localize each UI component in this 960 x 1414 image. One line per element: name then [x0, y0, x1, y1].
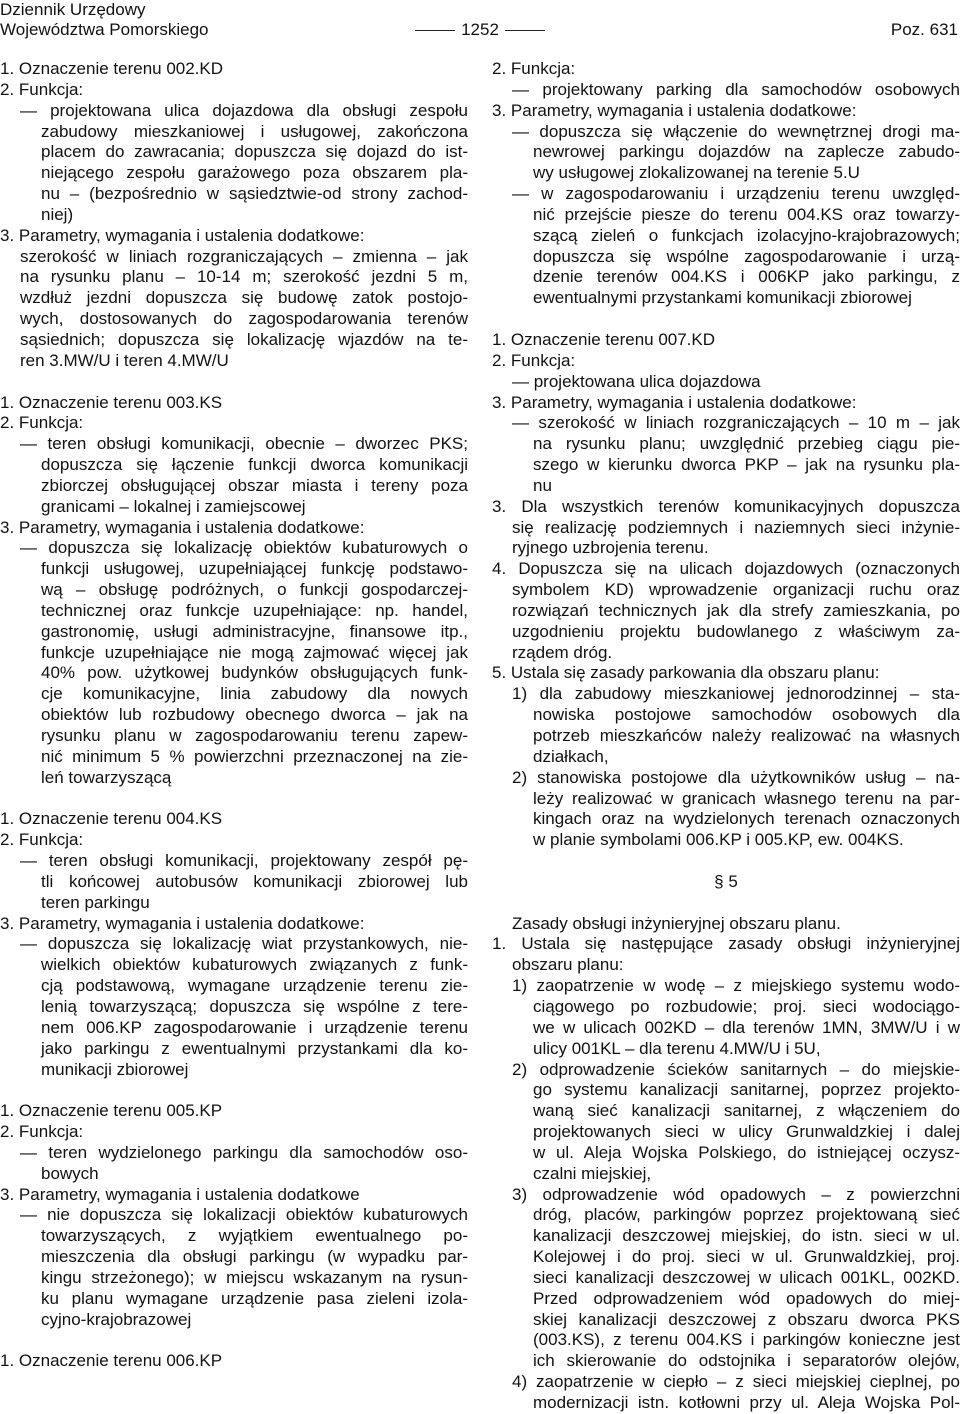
text-line: zabudowy mieszkaniowej i usługowej, zakończona: [41, 121, 468, 141]
text-line: technicznej oraz funkcje uzupełniające: np. handel,: [41, 600, 468, 620]
text-line: Przed odprowadzeniem wód opadowych do miej-: [533, 1288, 960, 1308]
text-line: — teren wydzielonego parkingu dla samochodów oso-: [20, 1142, 468, 1162]
text-line: nowiska postojowe samochodów osobowych dla: [533, 705, 960, 725]
text-line: — projektowany parking dla samochodów osobowych: [512, 79, 960, 99]
text-line: modernizacji istn. kotłowni przy ul. Aleja Wojska Pol-: [533, 1393, 960, 1412]
text-line: kingach oraz na wydzielonych terenach oznaczonych: [533, 809, 960, 829]
text-line: — dopuszcza się lokalizację obiektów kubaturowych o: [20, 538, 468, 558]
text-line: czalni miejskiej,: [533, 1163, 652, 1183]
page-number-text: 1252: [461, 20, 499, 39]
text-line: bowych: [41, 1163, 99, 1183]
page-header: [0, 0, 960, 40]
text-line: wą – obsługę podróżnych, o funkcji gospodarczej-: [41, 580, 468, 600]
text-line: — projektowana ulica dojazdowa: [512, 371, 761, 391]
section-heading: § 5: [714, 871, 738, 891]
blank-line: [492, 309, 960, 330]
text-line: wzdłuż jezdni dopuszcza się budowę zatok postojo-: [20, 288, 468, 308]
text-line: go systemu kanalizacji sanitarnej, poprzez projekto-: [533, 1080, 960, 1100]
text-line: dopuszcza się łączenie funkcji dworca komunikacji: [41, 455, 468, 475]
blank-line: [492, 893, 960, 914]
text-line: Kolejowej i do proj. sieci w ul. Grunwaldzkiej, proj.: [533, 1247, 960, 1267]
text-line: sąsiednich; dopuszcza się lokalizację wjazdów na te-: [20, 329, 468, 349]
text-line: — dopuszcza się włączenie do wewnętrznej drogi ma-: [512, 121, 960, 141]
text-line: kingu strzeżonego); w miejscu wskazanym na rysun-: [41, 1267, 468, 1287]
text-line: towarzyszących, z wyjątkiem ewentualnego po-: [41, 1226, 468, 1246]
text-line: 3. Parametry, wymagania i ustalenia dodatkowe:: [492, 392, 857, 412]
text-line: zbiorczej obsługującej obszar miasta i tereny poza: [41, 475, 468, 495]
text-line: szącą zieleń o funkcjach izolacyjno-krajobrazowych;: [533, 225, 960, 245]
blank-line: [0, 1330, 468, 1351]
blank-line: [0, 789, 468, 810]
text-line: 1. Oznaczenie terenu 005.KP: [0, 1101, 223, 1121]
text-line: działkach,: [533, 746, 609, 766]
text-line: waną sieć kanalizacji sanitarnej, z włączeniem do: [533, 1101, 960, 1121]
text-line: wielkich obiektów kubaturowych związanych z funk-: [41, 955, 468, 975]
text-line: cyjno-krajobrazowej: [41, 1309, 192, 1329]
text-line: tli końcowej autobusów komunikacji zbiorowej lub: [41, 871, 468, 891]
dash-right: [505, 30, 545, 31]
text-line: wy usługowej zlokalizowanej na terenie 5.U: [533, 163, 860, 183]
blank-line: [492, 851, 960, 872]
text-line: funkcji usługowej, uzupełniającej funkcję podstawo-: [41, 559, 468, 579]
text-line: 3. Parametry, wymagania i ustalenia dodatkowe:: [0, 913, 365, 933]
text-line: nić przejście piesze do terenu 004.KS oraz towarzy-: [533, 204, 960, 224]
text-line: ciągowego po rozbudowie; proj. sieci wodociągo-: [533, 996, 960, 1016]
text-line: niejącego zespołu garażowego poza obszarem pla-: [41, 163, 468, 183]
text-line: — w zagospodarowaniu i urządzeniu terenu uwzględ-: [512, 184, 960, 204]
text-line: granicami – lokalnej i zamiejscowej: [41, 496, 306, 516]
text-line: ryjnego uzbrojenia terenu.: [512, 538, 709, 558]
text-line: sieci kanalizacji deszczowej w ulicach 001KL, 002KD.: [533, 1267, 960, 1287]
text-line: w ul. Aleja Wojska Polskiego, do istniejącej oczysz-: [533, 1142, 960, 1162]
text-line: dzenie terenów 004.KS i 006KP jako parkingu, z: [533, 267, 960, 287]
text-line: teren parkingu: [41, 892, 150, 912]
text-line: w planie symbolami 006.KP i 005.KP, ew. 004KS.: [533, 830, 904, 850]
text-line: 40% pow. użytkowej budynków obsługujących funk-: [41, 663, 468, 683]
text-line: mieszczenia dla obsługi parkingu (w wypadku par-: [41, 1247, 468, 1267]
text-line: nu – (bezpośrednio w sąsiedztwie-od strony zachod-: [41, 184, 468, 204]
text-line: rysunku planu w zagospodarowaniu terenu zapew-: [41, 726, 468, 745]
text-line: funkcje uzupełniające nie mogą zajmować więcej jak: [41, 642, 468, 662]
text-line: wych, dostosowanych do zagospodarowania terenów: [20, 309, 468, 329]
text-line: na rysunku planu – 10-14 m; szerokość jezdni 5 m,: [20, 267, 468, 287]
text-line: nić minimum 5 % powierzchni przeznaczonej na zie-: [41, 746, 468, 766]
text-line: 4) zaopatrzenie w ciepło – z sieci miejskiej cieplnej, po: [512, 1372, 960, 1392]
text-line: 3) odprowadzenie wód opadowych – z powierzchni: [512, 1184, 960, 1204]
text-line: newrowej parkingu dojazdów na zaplecze zabudo-: [533, 142, 960, 162]
text-line: — dopuszcza się lokalizację wiat przystankowych, nie-: [20, 934, 468, 954]
text-line: gastronomię, usługi administracyjne, finansowe itp.,: [41, 621, 468, 641]
text-line: szerokość w liniach rozgraniczających – zmienna – jak: [20, 246, 468, 266]
text-line: rozwiązań technicznych jak dla strefy zamieszkania, po: [512, 600, 960, 620]
text-line: ulicy 001KL – dla terenu 4.MW/U i 5U,: [533, 1038, 821, 1058]
text-line: leży realizować w granicach własnego terenu na par-: [533, 788, 960, 808]
text-line: ewentualnymi przystankami komunikacji zbiorowej: [533, 288, 912, 308]
text-line: szego w kierunku dworca PKP – jak na rysunku pla-: [533, 455, 960, 475]
text-line: skiej kanalizacji deszczowej z obszaru dworca PKS: [533, 1309, 960, 1329]
text-line: 2. Funkcja:: [492, 350, 576, 370]
text-line: 1) zaopatrzenie w wodę – z miejskiego systemu wodo-: [512, 976, 960, 996]
text-line: (003.KS), z terenu 004.KS i parkingów konieczne jest: [533, 1330, 960, 1350]
journal-title-line1: Dziennik Urzędowy: [0, 0, 146, 19]
text-line: 1. Oznaczenie terenu 004.KS: [0, 809, 223, 829]
text-line: obszaru planu:: [512, 955, 624, 975]
text-line: uzgodnieniu projektu budowlanego z właściwym za-: [512, 621, 960, 641]
dash-left: [415, 30, 455, 31]
text-line: rządem dróg.: [512, 642, 613, 662]
blank-line: [0, 372, 468, 393]
text-line: 2. Funkcja:: [0, 1122, 84, 1142]
text-line: 2) stanowiska postojowe dla użytkowników usług – na-: [512, 767, 960, 787]
text-line: — szerokość w liniach rozgraniczających – 10 m – jak: [512, 413, 960, 433]
text-line: — teren obsługi komunikacji, obecnie – dworzec PKS;: [20, 434, 468, 454]
page-number: [0, 20, 960, 40]
text-line: we w ulicach 002KD – dla terenów 1MN, 3MW/U i w: [533, 1017, 960, 1037]
text-line: kanalizacji deszczowej miejskiej, do istn. sieci w ul.: [533, 1226, 960, 1246]
text-line: — teren obsługi komunikacji, projektowany zespół pę-: [20, 851, 468, 871]
text-line: — projektowana ulica dojazdowa dla obsługi zespołu: [20, 100, 468, 120]
text-line: 3. Parametry, wymagania i ustalenia dodatkowe:: [0, 225, 365, 245]
text-line: Zasady obsługi inżynieryjnej obszaru planu.: [512, 913, 841, 933]
text-line: 3. Parametry, wymagania i ustalenia dodatkowe: [0, 1184, 360, 1204]
text-line: 3. Dla wszystkich terenów komunikacyjnych dopuszcza: [492, 496, 960, 516]
text-line: cje komunikacyjne, linia zabudowy dla nowych: [41, 684, 468, 704]
text-line: projektowanych sieci w ulicy Grunwaldzkiej i dalej: [533, 1122, 960, 1142]
text-line: 5. Ustala się zasady parkowania dla obszaru planu:: [492, 663, 880, 683]
text-line: jako parkingu z ewentualnymi przystankami dla ko-: [41, 1038, 468, 1058]
left-column: [0, 59, 468, 1372]
text-line: ku planu wymagane urządzenie pasa zieleni izola-: [41, 1288, 468, 1308]
text-line: 2. Funkcja:: [0, 413, 84, 433]
position-number: Poz. 631: [890, 20, 958, 39]
text-line: ren 3.MW/U i teren 4.MW/U: [20, 350, 229, 370]
text-line: 3. Parametry, wymagania i ustalenia dodatkowe:: [492, 100, 857, 120]
text-line: nu: [533, 475, 552, 495]
text-line: lenią towarzyszącą; dopuszcza się wspólne z tere-: [41, 996, 468, 1016]
text-line: placem do zawracania; dopuszcza się dojazd do ist-: [41, 142, 468, 162]
blank-line: [0, 1080, 468, 1101]
text-line: potrzeb mieszkańców należy realizować na własnych: [533, 726, 960, 745]
text-line: 3. Parametry, wymagania i ustalenia dodatkowe:: [0, 517, 365, 537]
text-line: symbolem KD) wprowadzenie organizacji ruchu oraz: [512, 580, 960, 600]
text-line: 2. Funkcja:: [0, 830, 84, 850]
text-line: na rysunku planu; uwzględnić przebieg ciągu pie-: [533, 434, 960, 454]
text-line: 1. Oznaczenie terenu 006.KP: [0, 1351, 223, 1371]
text-line: 1. Oznaczenie terenu 007.KD: [492, 329, 716, 349]
text-line: ich skierowanie do odstojnika i separatorów olejów,: [533, 1351, 960, 1371]
text-line: 2. Funkcja:: [0, 79, 84, 99]
text-line: leń towarzyszącą: [41, 767, 172, 787]
text-line: się realizację podziemnych i naziemnych sieci inżynie-: [512, 517, 960, 537]
text-line: dopuszcza się wspólne zagospodarowanie i urzą-: [533, 246, 960, 266]
text-line: 1. Oznaczenie terenu 002.KD: [0, 59, 224, 78]
text-line: 1. Oznaczenie terenu 003.KS: [0, 392, 223, 412]
text-line: niej): [41, 204, 74, 224]
text-line: 2. Funkcja:: [492, 59, 576, 78]
text-line: 2) odprowadzenie ścieków sanitarnych – do miejskie-: [512, 1059, 960, 1079]
text-line: 1. Ustala się następujące zasady obsługi inżynieryjnej: [492, 934, 960, 954]
text-line: cją podstawową, wymagane urządzenie terenu zie-: [41, 976, 468, 996]
right-column: [492, 59, 960, 1414]
text-line: obiektów lub rozbudowy obecnego dworca – jak na: [41, 705, 468, 725]
text-line: — nie dopuszcza się lokalizacji obiektów kubaturowych: [20, 1205, 468, 1225]
text-line: dróg, placów, parkingów poprzez projektowaną sieć: [533, 1205, 960, 1225]
text-line: munikacji zbiorowej: [41, 1059, 189, 1079]
text-line: nem 006.KP zagospodarowanie i urządzenie terenu: [41, 1017, 468, 1037]
text-line: 1) dla zabudowy mieszkaniowej jednorodzinnej – sta-: [512, 684, 960, 704]
text-line: 4. Dopuszcza się na ulicach dojazdowych (oznaczonych: [492, 559, 960, 579]
journal-title-line2: Województwa Pomorskiego: [0, 20, 209, 39]
